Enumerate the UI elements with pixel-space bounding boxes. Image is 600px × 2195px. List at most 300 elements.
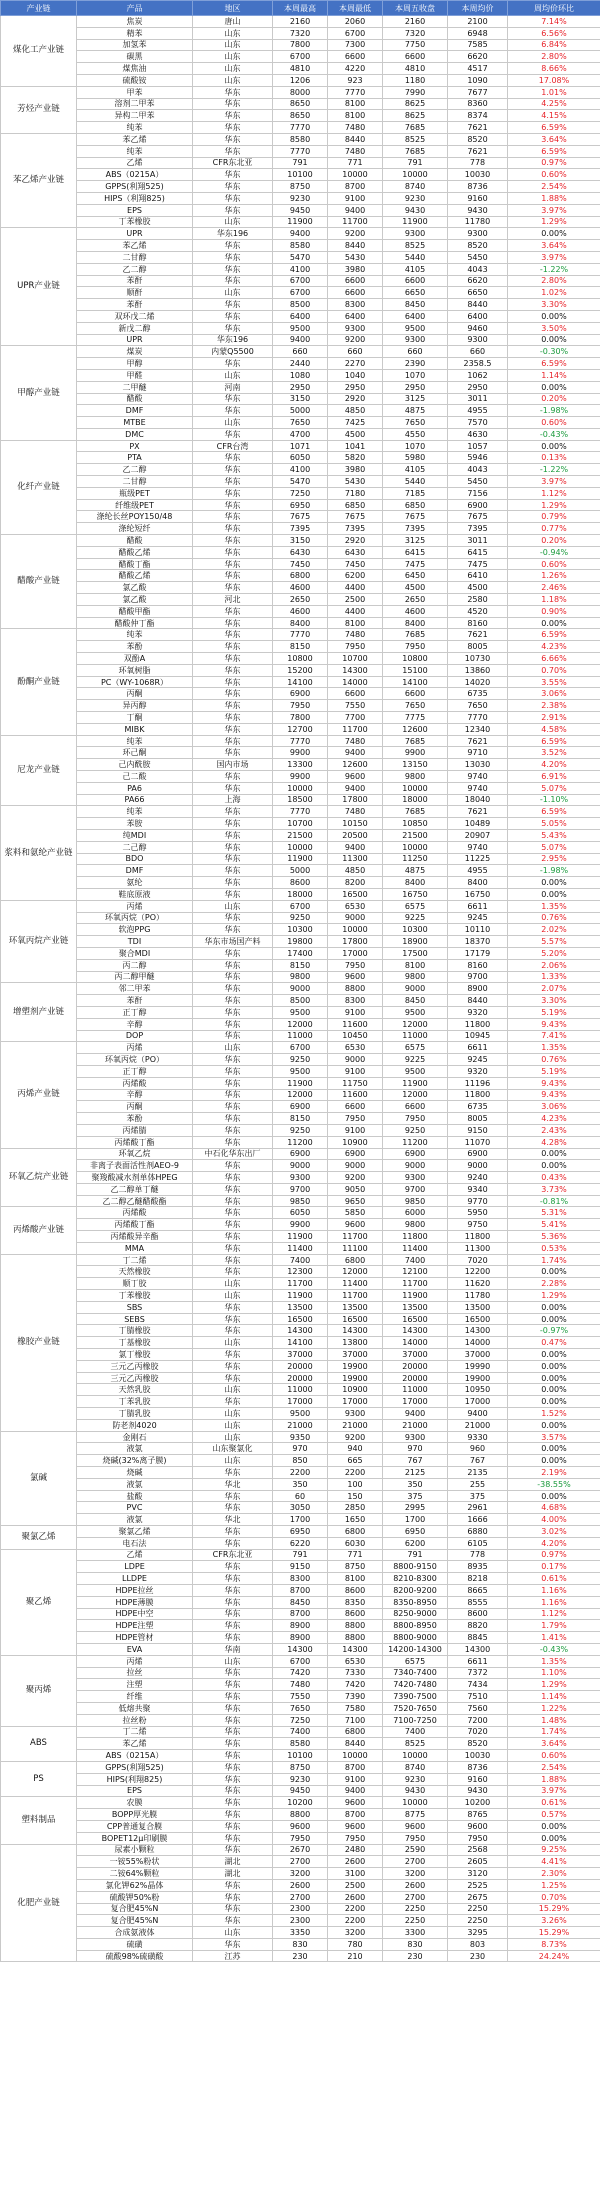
friday-close-cell: 7685: [383, 122, 448, 134]
friday-close-cell: 7990: [383, 86, 448, 98]
week-high-cell: 12300: [273, 1266, 328, 1278]
week-avg-cell: 9400: [448, 1408, 508, 1420]
week-high-cell: 2670: [273, 1844, 328, 1856]
week-avg-cell: 6410: [448, 570, 508, 582]
wow-change-cell: 2.38%: [508, 700, 600, 712]
week-avg-cell: 7020: [448, 1726, 508, 1738]
week-high-cell: 14300: [273, 1643, 328, 1655]
wow-change-cell: 0.70%: [508, 664, 600, 676]
region-cell: 华东: [193, 1172, 273, 1184]
week-high-cell: 9250: [273, 1054, 328, 1066]
week-avg-cell: 10030: [448, 169, 508, 181]
week-avg-cell: 7200: [448, 1714, 508, 1726]
wow-change-cell: 4.25%: [508, 98, 600, 110]
friday-close-cell: 9250: [383, 1124, 448, 1136]
product-cell: 异构二甲苯: [77, 110, 193, 122]
week-avg-cell: 37000: [448, 1349, 508, 1361]
week-high-cell: 9900: [273, 1219, 328, 1231]
week-avg-cell: 778: [448, 1549, 508, 1561]
week-low-cell: 7675: [328, 511, 383, 523]
region-cell: 华东: [193, 1113, 273, 1125]
table-row: [1, 310, 600, 322]
week-low-cell: 2600: [328, 1891, 383, 1903]
week-low-cell: 2600: [328, 1856, 383, 1868]
region-cell: 华东: [193, 1313, 273, 1325]
week-avg-cell: 9770: [448, 1195, 508, 1207]
industry-chain-cell: 煤化工产业链: [1, 16, 77, 87]
friday-close-cell: 8200-9200: [383, 1584, 448, 1596]
region-cell: 华东: [193, 1136, 273, 1148]
industry-chain-cell: 丙烯酸产业链: [1, 1207, 77, 1254]
friday-close-cell: 6400: [383, 310, 448, 322]
friday-close-cell: 10000: [383, 1797, 448, 1809]
product-cell: SEBS: [77, 1313, 193, 1325]
week-high-cell: 9900: [273, 747, 328, 759]
table-row: [1, 98, 600, 110]
product-cell: 纯MDI: [77, 829, 193, 841]
product-cell: 溶剂二甲苯: [77, 98, 193, 110]
table-row: [1, 1219, 600, 1231]
wow-change-cell: 0.00%: [508, 1419, 600, 1431]
region-cell: 山东: [193, 417, 273, 429]
product-cell: 醋酸乙烯: [77, 570, 193, 582]
week-low-cell: 19900: [328, 1372, 383, 1384]
product-cell: 异丙醇: [77, 700, 193, 712]
week-high-cell: 2650: [273, 594, 328, 606]
wow-change-cell: 0.79%: [508, 511, 600, 523]
week-low-cell: 9600: [328, 1797, 383, 1809]
region-cell: 唐山: [193, 16, 273, 28]
friday-close-cell: 7950: [383, 641, 448, 653]
week-high-cell: 9500: [273, 1065, 328, 1077]
table-row: [1, 806, 600, 818]
friday-close-cell: 8740: [383, 1761, 448, 1773]
region-cell: 华东: [193, 1938, 273, 1950]
week-high-cell: 7250: [273, 1714, 328, 1726]
region-cell: 华东: [193, 558, 273, 570]
friday-close-cell: 11200: [383, 1136, 448, 1148]
region-cell: 华东: [193, 1219, 273, 1231]
week-high-cell: 791: [273, 1549, 328, 1561]
region-cell: 山东: [193, 74, 273, 86]
week-low-cell: 780: [328, 1938, 383, 1950]
week-avg-cell: 6415: [448, 546, 508, 558]
wow-change-cell: 0.00%: [508, 1266, 600, 1278]
wow-change-cell: 0.76%: [508, 1054, 600, 1066]
product-cell: LDPE: [77, 1561, 193, 1573]
week-low-cell: 6530: [328, 1042, 383, 1054]
product-cell: 苯胺: [77, 818, 193, 830]
product-cell: 精苯: [77, 27, 193, 39]
week-low-cell: 4220: [328, 63, 383, 75]
wow-change-cell: 4.68%: [508, 1502, 600, 1514]
table-row: [1, 1006, 600, 1018]
region-cell: 华东: [193, 393, 273, 405]
week-avg-cell: 4955: [448, 865, 508, 877]
week-avg-cell: 8440: [448, 995, 508, 1007]
week-high-cell: 3050: [273, 1502, 328, 1514]
product-cell: 拉丝: [77, 1667, 193, 1679]
product-cell: UPR: [77, 334, 193, 346]
wow-change-cell: 2.95%: [508, 853, 600, 865]
wow-change-cell: 0.90%: [508, 605, 600, 617]
week-avg-cell: 8160: [448, 959, 508, 971]
week-low-cell: 7480: [328, 145, 383, 157]
friday-close-cell: 12600: [383, 723, 448, 735]
week-avg-cell: 8900: [448, 983, 508, 995]
wow-change-cell: 0.00%: [508, 1384, 600, 1396]
week-low-cell: 4850: [328, 865, 383, 877]
product-cell: 新戊二醇: [77, 322, 193, 334]
week-avg-cell: 4517: [448, 63, 508, 75]
week-high-cell: 6700: [273, 287, 328, 299]
friday-close-cell: 6900: [383, 1148, 448, 1160]
week-high-cell: 6900: [273, 1101, 328, 1113]
region-cell: 华东: [193, 1573, 273, 1585]
product-cell: 丙酮: [77, 688, 193, 700]
friday-close-cell: 8100: [383, 959, 448, 971]
week-high-cell: 8750: [273, 1761, 328, 1773]
week-high-cell: 7770: [273, 145, 328, 157]
week-low-cell: 8350: [328, 1596, 383, 1608]
friday-close-cell: 8210-8300: [383, 1573, 448, 1585]
friday-close-cell: 20000: [383, 1360, 448, 1372]
friday-close-cell: 6200: [383, 1537, 448, 1549]
friday-close-cell: 1070: [383, 369, 448, 381]
week-avg-cell: 6611: [448, 1042, 508, 1054]
industry-chain-cell: 丙烯产业链: [1, 1042, 77, 1148]
table-row: [1, 782, 600, 794]
wow-change-cell: 0.00%: [508, 877, 600, 889]
wow-change-cell: 17.08%: [508, 74, 600, 86]
week-avg-cell: 2250: [448, 1903, 508, 1915]
week-low-cell: 8750: [328, 1561, 383, 1573]
week-high-cell: 9000: [273, 983, 328, 995]
wow-change-cell: 5.07%: [508, 841, 600, 853]
region-cell: 华东: [193, 1537, 273, 1549]
wow-change-cell: 6.59%: [508, 122, 600, 134]
wow-change-cell: 2.19%: [508, 1467, 600, 1479]
week-avg-cell: 5946: [448, 452, 508, 464]
week-avg-cell: 9320: [448, 1065, 508, 1077]
week-high-cell: 7395: [273, 523, 328, 535]
friday-close-cell: 2390: [383, 358, 448, 370]
friday-close-cell: 21000: [383, 1419, 448, 1431]
product-cell: PTA: [77, 452, 193, 464]
region-cell: 华东: [193, 1242, 273, 1254]
wow-change-cell: -1.98%: [508, 405, 600, 417]
week-low-cell: 7950: [328, 1832, 383, 1844]
week-low-cell: 4500: [328, 428, 383, 440]
week-high-cell: 4600: [273, 582, 328, 594]
week-avg-cell: 2961: [448, 1502, 508, 1514]
region-cell: 华东: [193, 806, 273, 818]
region-cell: 华东: [193, 1561, 273, 1573]
week-high-cell: 21500: [273, 829, 328, 841]
table-row: [1, 1561, 600, 1573]
table-row: [1, 216, 600, 228]
week-low-cell: 8800: [328, 1632, 383, 1644]
wow-change-cell: 1.18%: [508, 594, 600, 606]
wow-change-cell: 1.74%: [508, 1254, 600, 1266]
week-high-cell: 8700: [273, 1608, 328, 1620]
week-high-cell: 9250: [273, 1124, 328, 1136]
table-row: [1, 936, 600, 948]
wow-change-cell: -0.43%: [508, 428, 600, 440]
product-cell: 农膜: [77, 1797, 193, 1809]
region-cell: 华东: [193, 818, 273, 830]
wow-change-cell: 9.25%: [508, 1844, 600, 1856]
week-avg-cell: 9245: [448, 1054, 508, 1066]
industry-chain-cell: 增塑剂产业链: [1, 983, 77, 1042]
table-row: [1, 1443, 600, 1455]
table-row: [1, 1018, 600, 1030]
region-cell: 华东: [193, 1738, 273, 1750]
product-cell: 丁腈乳胶: [77, 1408, 193, 1420]
friday-close-cell: 8350-8950: [383, 1596, 448, 1608]
week-low-cell: 3980: [328, 464, 383, 476]
week-avg-cell: 18370: [448, 936, 508, 948]
table-row: [1, 299, 600, 311]
friday-close-cell: 4105: [383, 263, 448, 275]
region-cell: 华东: [193, 251, 273, 263]
region-cell: 山东: [193, 216, 273, 228]
region-cell: 华东: [193, 924, 273, 936]
region-cell: 华东: [193, 700, 273, 712]
week-high-cell: 7250: [273, 487, 328, 499]
wow-change-cell: 15.29%: [508, 1903, 600, 1915]
product-cell: 苯乙烯: [77, 240, 193, 252]
table-row: [1, 16, 600, 28]
week-low-cell: 21000: [328, 1419, 383, 1431]
week-avg-cell: 5450: [448, 251, 508, 263]
week-avg-cell: 8374: [448, 110, 508, 122]
table-row: [1, 1938, 600, 1950]
table-row: [1, 1927, 600, 1939]
week-low-cell: 11100: [328, 1242, 383, 1254]
region-cell: 华东: [193, 1030, 273, 1042]
product-cell: 焦炭: [77, 16, 193, 28]
friday-close-cell: 10800: [383, 653, 448, 665]
region-cell: 山东: [193, 1290, 273, 1302]
product-cell: 双环戊二烯: [77, 310, 193, 322]
week-high-cell: 10100: [273, 169, 328, 181]
table-row: [1, 1797, 600, 1809]
week-high-cell: 12000: [273, 1018, 328, 1030]
region-cell: 华东: [193, 487, 273, 499]
week-low-cell: 8100: [328, 617, 383, 629]
region-cell: 华东: [193, 1726, 273, 1738]
table-row: [1, 983, 600, 995]
product-cell: 丙烯腈: [77, 1124, 193, 1136]
week-avg-cell: 2605: [448, 1856, 508, 1868]
table-row: [1, 1172, 600, 1184]
week-low-cell: 1650: [328, 1514, 383, 1526]
region-cell: 华东: [193, 98, 273, 110]
week-high-cell: 8900: [273, 1620, 328, 1632]
week-avg-cell: 7621: [448, 806, 508, 818]
week-avg-cell: 7372: [448, 1667, 508, 1679]
week-low-cell: 7480: [328, 122, 383, 134]
week-low-cell: 9400: [328, 841, 383, 853]
week-high-cell: 8900: [273, 1632, 328, 1644]
week-avg-cell: 7950: [448, 1832, 508, 1844]
friday-close-cell: 230: [383, 1950, 448, 1962]
region-cell: 华东: [193, 641, 273, 653]
table-row: [1, 759, 600, 771]
table-row: [1, 334, 600, 346]
week-high-cell: 6700: [273, 900, 328, 912]
week-avg-cell: 7434: [448, 1679, 508, 1691]
region-cell: 中石化华东出厂: [193, 1148, 273, 1160]
table-row: [1, 1325, 600, 1337]
product-cell: 丁苯橡胶: [77, 216, 193, 228]
table-row: [1, 1478, 600, 1490]
product-cell: 纯苯: [77, 122, 193, 134]
industry-chain-cell: 尼龙产业链: [1, 735, 77, 806]
friday-close-cell: 830: [383, 1938, 448, 1950]
product-cell: 纯苯: [77, 806, 193, 818]
region-cell: 华东: [193, 1490, 273, 1502]
product-cell: 苯酐: [77, 275, 193, 287]
table-row: [1, 511, 600, 523]
week-low-cell: 7450: [328, 558, 383, 570]
wow-change-cell: 6.66%: [508, 653, 600, 665]
week-avg-cell: 16750: [448, 888, 508, 900]
week-avg-cell: 803: [448, 1938, 508, 1950]
week-low-cell: 14300: [328, 664, 383, 676]
friday-close-cell: 15100: [383, 664, 448, 676]
week-low-cell: 7580: [328, 1702, 383, 1714]
week-high-cell: 1700: [273, 1514, 328, 1526]
week-avg-cell: 7650: [448, 700, 508, 712]
week-avg-cell: 5950: [448, 1207, 508, 1219]
region-cell: 华东: [193, 310, 273, 322]
product-cell: DOP: [77, 1030, 193, 1042]
friday-close-cell: 7100-7250: [383, 1714, 448, 1726]
wow-change-cell: 2.54%: [508, 1761, 600, 1773]
week-avg-cell: 17179: [448, 947, 508, 959]
week-avg-cell: 9700: [448, 971, 508, 983]
week-high-cell: 8500: [273, 299, 328, 311]
week-high-cell: 7450: [273, 558, 328, 570]
region-cell: CFR东北亚: [193, 157, 273, 169]
table-row: [1, 1372, 600, 1384]
region-cell: 华东: [193, 546, 273, 558]
product-cell: 聚氯乙烯: [77, 1526, 193, 1538]
friday-close-cell: 4600: [383, 605, 448, 617]
product-cell: 复合肥45%N: [77, 1915, 193, 1927]
week-avg-cell: 2580: [448, 594, 508, 606]
table-row: [1, 251, 600, 263]
wow-change-cell: 6.59%: [508, 735, 600, 747]
table-row: [1, 1526, 600, 1538]
wow-change-cell: 4.20%: [508, 1537, 600, 1549]
wow-change-cell: 3.06%: [508, 1101, 600, 1113]
region-cell: 华东: [193, 476, 273, 488]
week-low-cell: 3200: [328, 1927, 383, 1939]
week-high-cell: 20000: [273, 1360, 328, 1372]
week-avg-cell: 2100: [448, 16, 508, 28]
week-low-cell: 10900: [328, 1136, 383, 1148]
week-high-cell: 7650: [273, 417, 328, 429]
week-low-cell: 8440: [328, 240, 383, 252]
friday-close-cell: 7775: [383, 712, 448, 724]
week-high-cell: 9150: [273, 1561, 328, 1573]
friday-close-cell: 13500: [383, 1301, 448, 1313]
friday-close-cell: 12000: [383, 1018, 448, 1030]
wow-change-cell: 0.47%: [508, 1337, 600, 1349]
week-avg-cell: 8160: [448, 617, 508, 629]
wow-change-cell: 0.00%: [508, 1832, 600, 1844]
wow-change-cell: 1.88%: [508, 192, 600, 204]
week-low-cell: 8440: [328, 1738, 383, 1750]
wow-change-cell: 0.00%: [508, 1396, 600, 1408]
week-high-cell: 230: [273, 1950, 328, 1962]
table-row: [1, 1832, 600, 1844]
week-low-cell: 6600: [328, 51, 383, 63]
week-low-cell: 9400: [328, 782, 383, 794]
friday-close-cell: 9850: [383, 1195, 448, 1207]
week-low-cell: 17000: [328, 947, 383, 959]
table-row: [1, 358, 600, 370]
product-cell: 苯酚: [77, 641, 193, 653]
week-avg-cell: 2358.5: [448, 358, 508, 370]
wow-change-cell: 24.24%: [508, 1950, 600, 1962]
table-row: [1, 240, 600, 252]
product-cell: 合成氨液体: [77, 1927, 193, 1939]
week-high-cell: 5000: [273, 405, 328, 417]
industry-chain-cell: 化肥产业链: [1, 1844, 77, 1962]
wow-change-cell: 3.06%: [508, 688, 600, 700]
friday-close-cell: 12100: [383, 1266, 448, 1278]
week-low-cell: 9300: [328, 322, 383, 334]
wow-change-cell: 4.23%: [508, 1113, 600, 1125]
week-avg-cell: 8935: [448, 1561, 508, 1573]
friday-close-cell: 11900: [383, 1077, 448, 1089]
week-avg-cell: 8360: [448, 98, 508, 110]
region-cell: 华东: [193, 1785, 273, 1797]
week-avg-cell: 8218: [448, 1573, 508, 1585]
friday-close-cell: 1070: [383, 440, 448, 452]
product-cell: 尿素小颗粒: [77, 1844, 193, 1856]
table-row: [1, 1231, 600, 1243]
week-high-cell: 2440: [273, 358, 328, 370]
week-high-cell: 9700: [273, 1183, 328, 1195]
week-low-cell: 14300: [328, 1325, 383, 1337]
week-low-cell: 5430: [328, 251, 383, 263]
friday-close-cell: 16750: [383, 888, 448, 900]
week-high-cell: 9350: [273, 1431, 328, 1443]
week-low-cell: 11750: [328, 1077, 383, 1089]
table-row: [1, 63, 600, 75]
week-avg-cell: 13860: [448, 664, 508, 676]
week-high-cell: 2700: [273, 1856, 328, 1868]
wow-change-cell: 0.00%: [508, 617, 600, 629]
week-low-cell: 10450: [328, 1030, 383, 1042]
week-avg-cell: 6735: [448, 688, 508, 700]
week-low-cell: 7420: [328, 1679, 383, 1691]
wow-change-cell: 0.61%: [508, 1573, 600, 1585]
week-low-cell: 7390: [328, 1691, 383, 1703]
week-avg-cell: 11196: [448, 1077, 508, 1089]
week-low-cell: 7480: [328, 806, 383, 818]
table-row: [1, 1915, 600, 1927]
week-avg-cell: 6650: [448, 287, 508, 299]
region-cell: 华东: [193, 865, 273, 877]
region-cell: 华东: [193, 1596, 273, 1608]
region-cell: 华东: [193, 452, 273, 464]
